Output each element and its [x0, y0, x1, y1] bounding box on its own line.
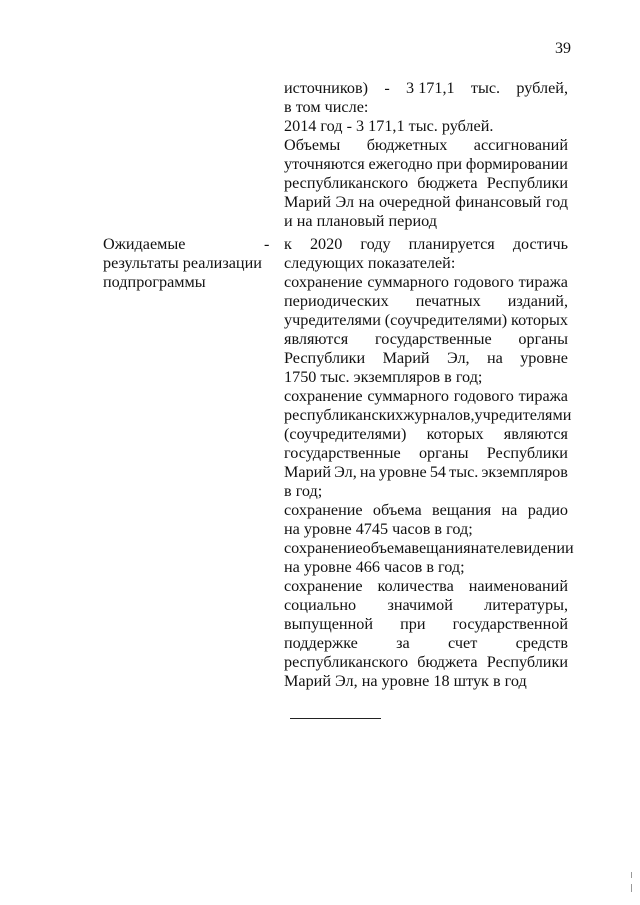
word: тиража [518, 273, 568, 291]
word: Республики [486, 444, 568, 462]
word: ассигнований [473, 136, 568, 154]
expected-results-text-block [284, 235, 574, 691]
word: являются [503, 425, 568, 443]
word: год [545, 193, 568, 211]
word: тыс. [449, 463, 479, 481]
separator-dash: - [264, 235, 270, 253]
word: на [359, 463, 376, 481]
word: бюджета [417, 174, 478, 192]
word: органы [518, 330, 568, 348]
word: объема [372, 501, 422, 519]
word: республиканского [284, 174, 409, 192]
text-line [284, 539, 574, 558]
text-line [284, 136, 568, 155]
word: (соучредителями) [284, 425, 407, 443]
text-line [284, 387, 568, 406]
word: Республики [486, 174, 568, 192]
text-line [284, 596, 568, 615]
text-line [284, 155, 568, 174]
word: счет [448, 634, 478, 652]
word: сохранение [284, 501, 363, 519]
word: бюджетных [366, 136, 448, 154]
text-line: и на плановый период [284, 212, 437, 230]
word: объема [362, 539, 412, 557]
word: на [486, 349, 503, 367]
word: которых [426, 425, 484, 443]
word: бюджета [417, 653, 478, 671]
text-line [284, 615, 568, 634]
word: на [470, 539, 487, 557]
word: сохранение [284, 273, 363, 291]
word: - [384, 79, 390, 97]
word: (соучредителями) [384, 311, 508, 329]
text-line: 2014 год - 3 171,1 тыс. рублей. [284, 117, 494, 135]
word: к [284, 235, 292, 253]
word: очередной [378, 193, 451, 211]
scan-edge-mark [631, 884, 632, 892]
word: Марий [284, 463, 331, 481]
text-line: 1750 тыс. экземпляров в год; [284, 368, 483, 386]
word: изданий, [507, 292, 568, 310]
text-line: на уровне 466 часов в год; [284, 558, 465, 576]
word: наименований [468, 577, 568, 595]
word: являются [284, 330, 349, 348]
word: сохранение [284, 387, 363, 405]
word: государственные [284, 444, 401, 462]
footnote-rule [290, 718, 381, 719]
word: при [436, 155, 462, 173]
label-line: результаты реализации [103, 254, 262, 272]
word: телевидении [486, 539, 574, 557]
word: на [358, 193, 375, 211]
text-line: на уровне 4745 часов в год; [284, 520, 473, 538]
word: Республики [486, 653, 568, 671]
text-line [284, 444, 568, 463]
text-line [284, 292, 568, 311]
text-line [284, 577, 568, 596]
word: тиража [518, 387, 568, 405]
word: Марий [284, 193, 331, 211]
word: выпущенной [284, 615, 374, 633]
word: ежегодно [368, 155, 433, 173]
word: учредителями [474, 406, 572, 424]
word: сохранение [284, 539, 363, 557]
text-line [284, 425, 568, 444]
word: 3 171,1 [406, 79, 455, 97]
word: значимой [387, 596, 453, 614]
word: которых [511, 311, 568, 329]
text-line: в том числе: [284, 98, 369, 116]
word: вещания [432, 501, 492, 519]
word: сохранение [284, 577, 363, 595]
word: периодических [284, 292, 389, 310]
text-line [284, 330, 568, 349]
word: Марий [382, 349, 430, 367]
word: уточняются [284, 155, 365, 173]
word: государственной [452, 615, 568, 633]
word: уровне [378, 463, 427, 481]
financing-text-block [284, 79, 568, 231]
word: Республики [284, 349, 366, 367]
word: источников) [284, 79, 369, 97]
word: количества [377, 577, 454, 595]
word: учредителями [284, 311, 381, 329]
word: тыс. [470, 79, 501, 97]
text-line [284, 463, 568, 482]
word: году [360, 235, 391, 253]
word: республиканских [284, 406, 404, 424]
word: за [396, 634, 410, 652]
word: Эл, [334, 463, 357, 481]
text-line: следующих показателей: [284, 254, 456, 272]
word: экземпляров [481, 463, 568, 481]
word: уровне [520, 349, 568, 367]
text-line [284, 501, 568, 520]
word: Эл, [446, 349, 470, 367]
word: средств [515, 634, 568, 652]
text-line [284, 174, 568, 193]
text-line [284, 193, 568, 212]
text-line [284, 349, 568, 368]
word: вещания [411, 539, 471, 557]
label-line: Ожидаемые [103, 235, 186, 253]
text-line [284, 653, 568, 672]
word: суммарного [367, 387, 449, 405]
word: годового [453, 273, 514, 291]
word: Объемы [284, 136, 341, 154]
word: рублей, [516, 79, 568, 97]
text-line [284, 79, 568, 98]
page-number: 39 [555, 40, 571, 57]
word: государственные [374, 330, 492, 348]
word: Эл [335, 193, 355, 211]
word: планируется [408, 235, 495, 253]
text-line: Марий Эл, на уровне 18 штук в год [284, 672, 527, 690]
text-line [284, 406, 572, 425]
word: органы [418, 444, 469, 462]
text-line [284, 634, 568, 653]
word: на [501, 501, 518, 519]
text-line [284, 235, 568, 254]
word: радио [527, 501, 568, 519]
scan-edge-mark [631, 872, 632, 878]
word: годового [453, 387, 514, 405]
word: 54 [429, 463, 446, 481]
word: литературы, [484, 596, 568, 614]
expected-results-label [103, 235, 273, 292]
word: суммарного [367, 273, 449, 291]
text-line [284, 273, 568, 292]
label-line: подпрограммы [103, 273, 206, 291]
word: журналов, [403, 406, 475, 424]
text-line: в год; [284, 482, 323, 500]
word: формировании [465, 155, 568, 173]
word: финансовый [455, 193, 542, 211]
word: при [400, 615, 426, 633]
text-line [284, 311, 568, 330]
word: республиканского [284, 653, 409, 671]
word: печатных [415, 292, 481, 310]
word: поддержке [284, 634, 358, 652]
word: достичь [512, 235, 568, 253]
word: 2020 [309, 235, 343, 253]
word: социально [284, 596, 357, 614]
